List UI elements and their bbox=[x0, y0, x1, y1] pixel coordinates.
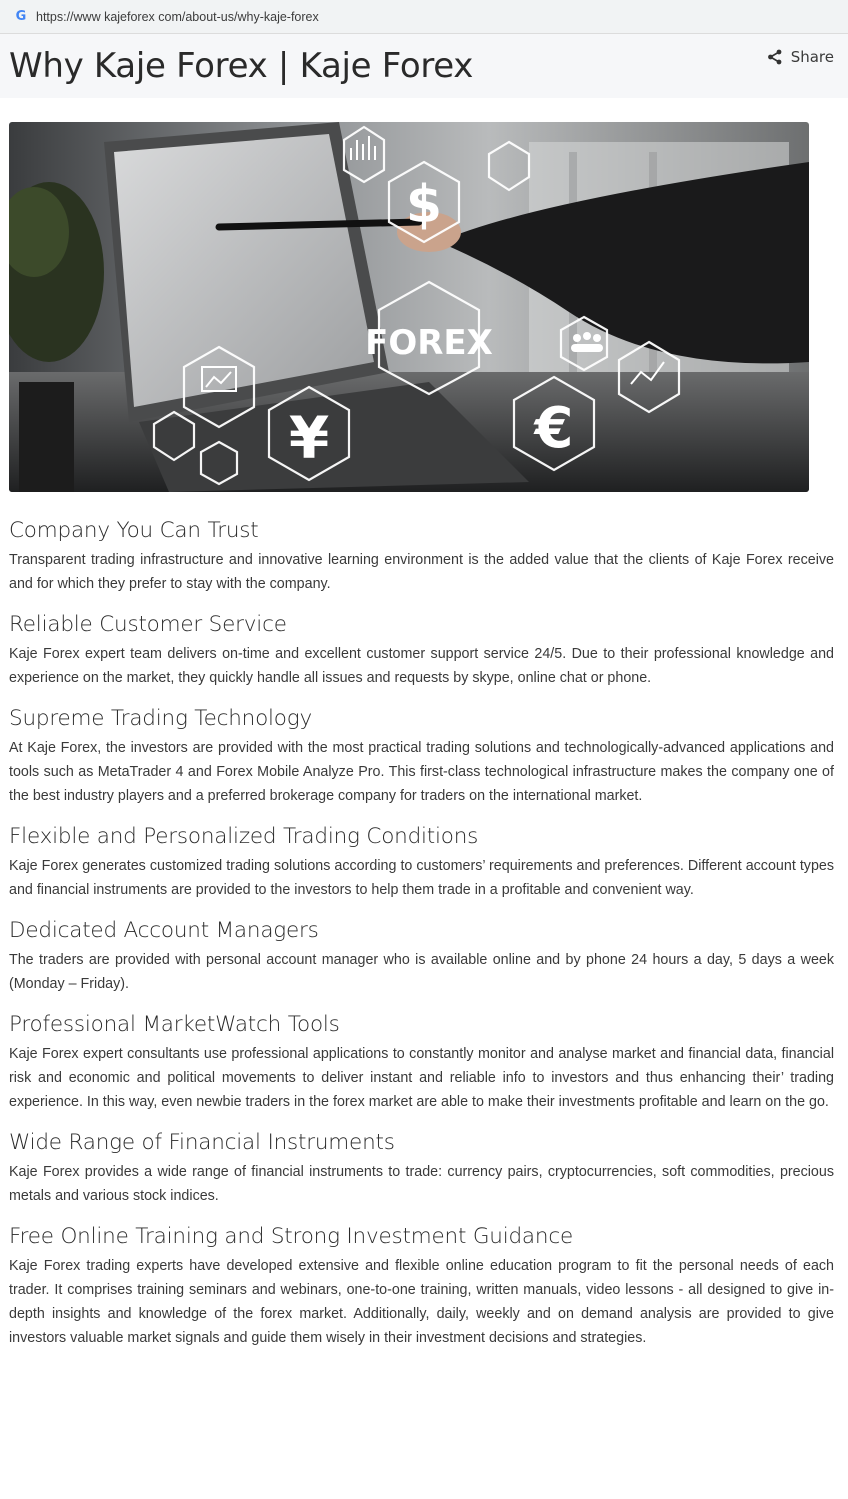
yen-symbol: ¥ bbox=[288, 404, 330, 472]
section-trading-conditions bbox=[9, 822, 834, 902]
section-heading: Wide Range of Financial Instruments bbox=[9, 1130, 395, 1155]
url-text[interactable]: https://www kajeforex com/about-us/why-kaje-forex bbox=[36, 9, 319, 24]
section-body: At Kaje Forex, the investors are provided with the most practical trading solutions and technologically-advanced applications and tools such as MetaTrader 4 and Forex Mobile Analyze Pro. This first-class technological infrastructure makes the company one of the best industry players and a preferred brokerage company for traders on the international market. bbox=[9, 740, 834, 804]
content-area bbox=[9, 516, 834, 1364]
share-icon bbox=[767, 49, 783, 65]
section-heading: Reliable Customer Service bbox=[9, 612, 287, 637]
section-body: Kaje Forex trading experts have developed extensive and flexible online education program to fit the personal needs of each trader. It comprises training seminars and webinars, one-to-one training, written manuals, video lessons - all designed to give in-depth insights and knowledge of the forex market. Additionally, daily, weekly and on demand analysis are provided to give investors valuable market signals and guide them wisely in their investment decisions and strategies. bbox=[9, 1258, 834, 1346]
section-body: Kaje Forex generates customized trading solutions according to customers’ requirements and preferences. Different account types and financial instruments are provided to the investors to help them trade in a profitable and convenient way. bbox=[9, 858, 834, 898]
section-heading: Supreme Trading Technology bbox=[9, 706, 312, 731]
share-button[interactable] bbox=[767, 48, 834, 66]
section-body: Transparent trading infrastructure and innovative learning environment is the added value that the clients of Kaje Forex receive and for which they prefer to stay with the company. bbox=[9, 552, 834, 592]
forex-illustration bbox=[9, 122, 809, 492]
dollar-symbol: $ bbox=[405, 175, 443, 235]
section-financial-instruments bbox=[9, 1128, 834, 1208]
section-marketwatch-tools bbox=[9, 1010, 834, 1114]
hero-badge-text: FOREX bbox=[365, 323, 493, 363]
section-customer-service bbox=[9, 610, 834, 690]
section-body: Kaje Forex provides a wide range of financial instruments to trade: currency pairs, cryptocurrencies, soft commodities, precious metals and various stock indices. bbox=[9, 1164, 834, 1204]
section-heading: Dedicated Account Managers bbox=[9, 918, 319, 943]
hero-image bbox=[9, 122, 809, 492]
section-trading-technology bbox=[9, 704, 834, 808]
section-company-trust bbox=[9, 516, 834, 596]
section-heading: Professional MarketWatch Tools bbox=[9, 1012, 340, 1037]
section-account-managers bbox=[9, 916, 834, 996]
section-body: The traders are provided with personal account manager who is available online and by phone 24 hours a day, 5 days a week (Monday – Friday). bbox=[9, 952, 834, 992]
section-online-training bbox=[9, 1222, 834, 1350]
hero-badge bbox=[365, 323, 493, 363]
section-heading: Company You Can Trust bbox=[9, 518, 259, 543]
page-title: Why Kaje Forex | Kaje Forex bbox=[9, 46, 474, 86]
share-label: Share bbox=[790, 48, 834, 66]
section-body: Kaje Forex expert team delivers on-time and excellent customer support service 24/5. Due to their professional knowledge and experience on the market, they quickly handle all issues and requests by skype, online chat or phone. bbox=[9, 646, 834, 686]
euro-symbol: € bbox=[534, 396, 574, 461]
section-body: Kaje Forex expert consultants use professional applications to constantly monitor and analyse market and financial data, financial risk and economic and political movements to deliver instant and reliable info to investors and thus enhancing their’ trading experience. In this way, even newbie traders in the forex market are able to make their investments profitable and learn on the go. bbox=[9, 1046, 834, 1110]
page-header bbox=[0, 34, 848, 98]
address-bar[interactable] bbox=[0, 0, 848, 34]
google-g-icon: G bbox=[15, 9, 27, 24]
section-heading: Free Online Training and Strong Investment Guidance bbox=[9, 1224, 573, 1249]
section-heading: Flexible and Personalized Trading Conditions bbox=[9, 824, 479, 849]
